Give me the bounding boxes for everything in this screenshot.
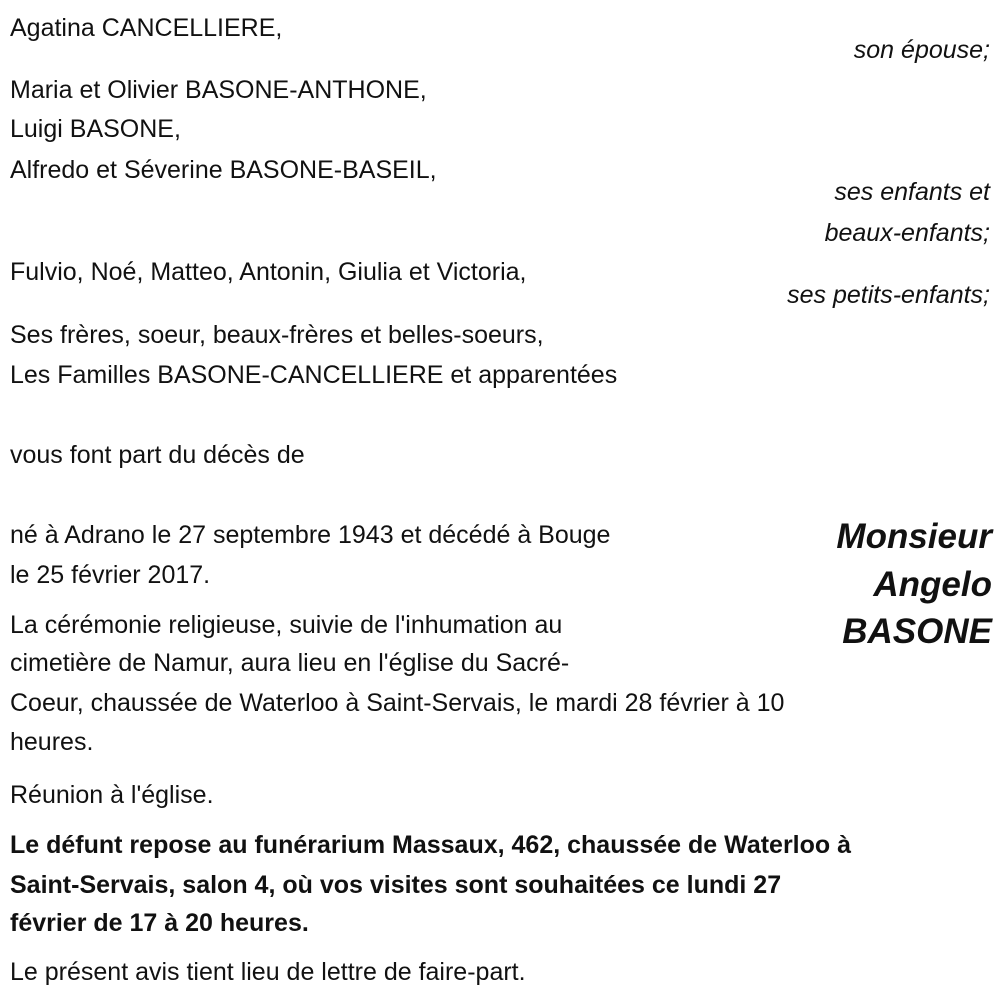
- other-family: Ses frères, soeur, beaux-frères et belles-soeurs,: [10, 321, 544, 349]
- closing-note: Le présent avis tient lieu de lettre de faire-part.: [10, 958, 526, 986]
- grandchildren-names: Fulvio, Noé, Matteo, Antonin, Giulia et Victoria,: [10, 258, 527, 286]
- child-name: Alfredo et Séverine BASONE-BASEIL,: [10, 156, 437, 184]
- spouse-role: son épouse;: [853, 36, 990, 64]
- deceased-last-name: BASONE: [842, 612, 992, 651]
- other-family: Les Familles BASONE-CANCELLIERE et apparentées: [10, 361, 618, 389]
- announcement: vous font part du décès de: [10, 441, 305, 469]
- deceased-first-name: Angelo: [873, 565, 992, 604]
- children-role: ses enfants et: [834, 178, 990, 206]
- spouse-name: Agatina CANCELLIERE,: [10, 14, 283, 42]
- visit-info: Le défunt repose au funérarium Massaux, 462, chaussée de Waterloo à: [10, 831, 852, 859]
- ceremony-line: cimetière de Namur, aura lieu en l'église du Sacré-: [10, 649, 570, 677]
- grandchildren-role: ses petits-enfants;: [787, 281, 990, 309]
- child-name: Luigi BASONE,: [10, 115, 181, 143]
- children-role: beaux-enfants;: [824, 219, 990, 247]
- birth-line: le 25 février 2017.: [10, 561, 211, 589]
- child-name: Maria et Olivier BASONE-ANTHONE,: [10, 76, 427, 104]
- ceremony-line: La cérémonie religieuse, suivie de l'inhumation au: [10, 611, 563, 639]
- ceremony-line: heures.: [10, 728, 94, 756]
- visit-info: Saint-Servais, salon 4, où vos visites sont souhaitées ce lundi 27: [10, 871, 782, 899]
- visit-info: février de 17 à 20 heures.: [10, 909, 309, 937]
- ceremony-line: Coeur, chaussée de Waterloo à Saint-Servais, le mardi 28 février à 10: [10, 689, 785, 717]
- meeting-info: Réunion à l'église.: [10, 781, 214, 809]
- birth-line: né à Adrano le 27 septembre 1943 et décédé à Bouge: [10, 521, 611, 549]
- deceased-title: Monsieur: [836, 517, 992, 556]
